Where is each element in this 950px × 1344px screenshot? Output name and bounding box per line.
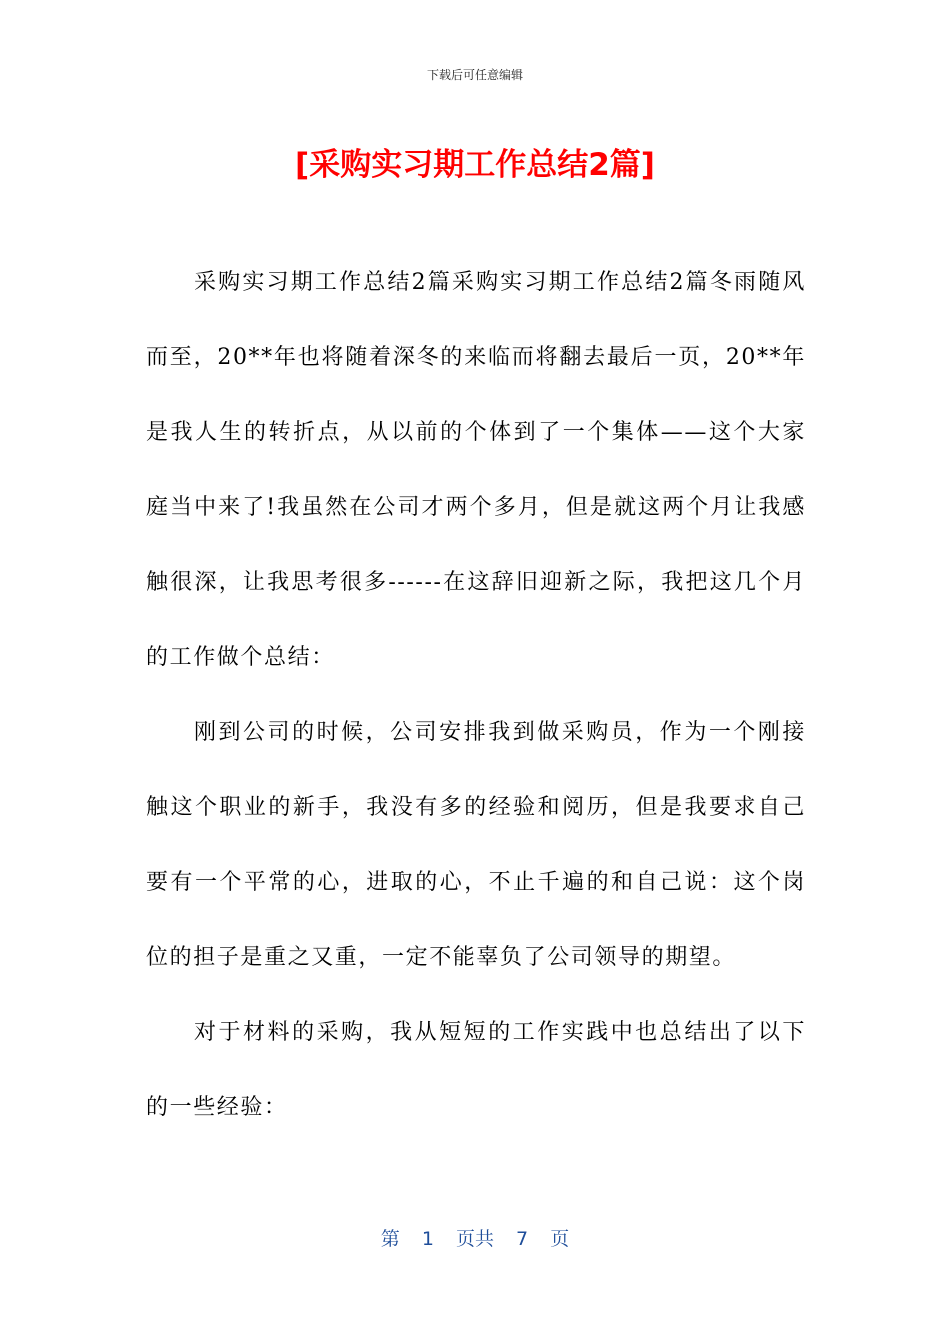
paragraph-2: 刚到公司的时候，公司安排我到做采购员，作为一个刚接触这个职业的新手，我没有多的经验和阅历，但是我要求自己要有一个平常的心，进取的心，不止千遍的和自己说：这个岗位的担子是重之又重，一定不能辜负了公司领导的期望。 — [146, 720, 806, 970]
page-number-footer — [0, 1226, 950, 1252]
document-title: [采购实习期工作总结2篇] — [295, 147, 655, 183]
footer-total-pages: 7 — [516, 1228, 529, 1250]
footer-middle: 页共 — [455, 1228, 494, 1250]
footer-current-page: 1 — [421, 1228, 434, 1250]
paragraph-1: 采购实习期工作总结2篇采购实习期工作总结2篇冬雨随风而至，20**年也将随着深冬的来临而将翻去最后一页，20**年是我人生的转折点，从以前的个体到了一个集体——这个大家庭当中来了!我虽然在公司才两个多月，但是就这两个月让我感触很深，让我思考很多------在这辞旧迎新之际，我把这几个月的工作做个总结： — [146, 270, 806, 670]
document-body — [146, 245, 806, 1145]
paragraph-3: 对于材料的采购，我从短短的工作实践中也总结出了以下的一些经验： — [146, 1020, 806, 1120]
footer-suffix: 页 — [550, 1228, 570, 1250]
footer-prefix: 第 — [380, 1228, 400, 1250]
header-note: 下载后可任意编辑 — [426, 68, 523, 82]
